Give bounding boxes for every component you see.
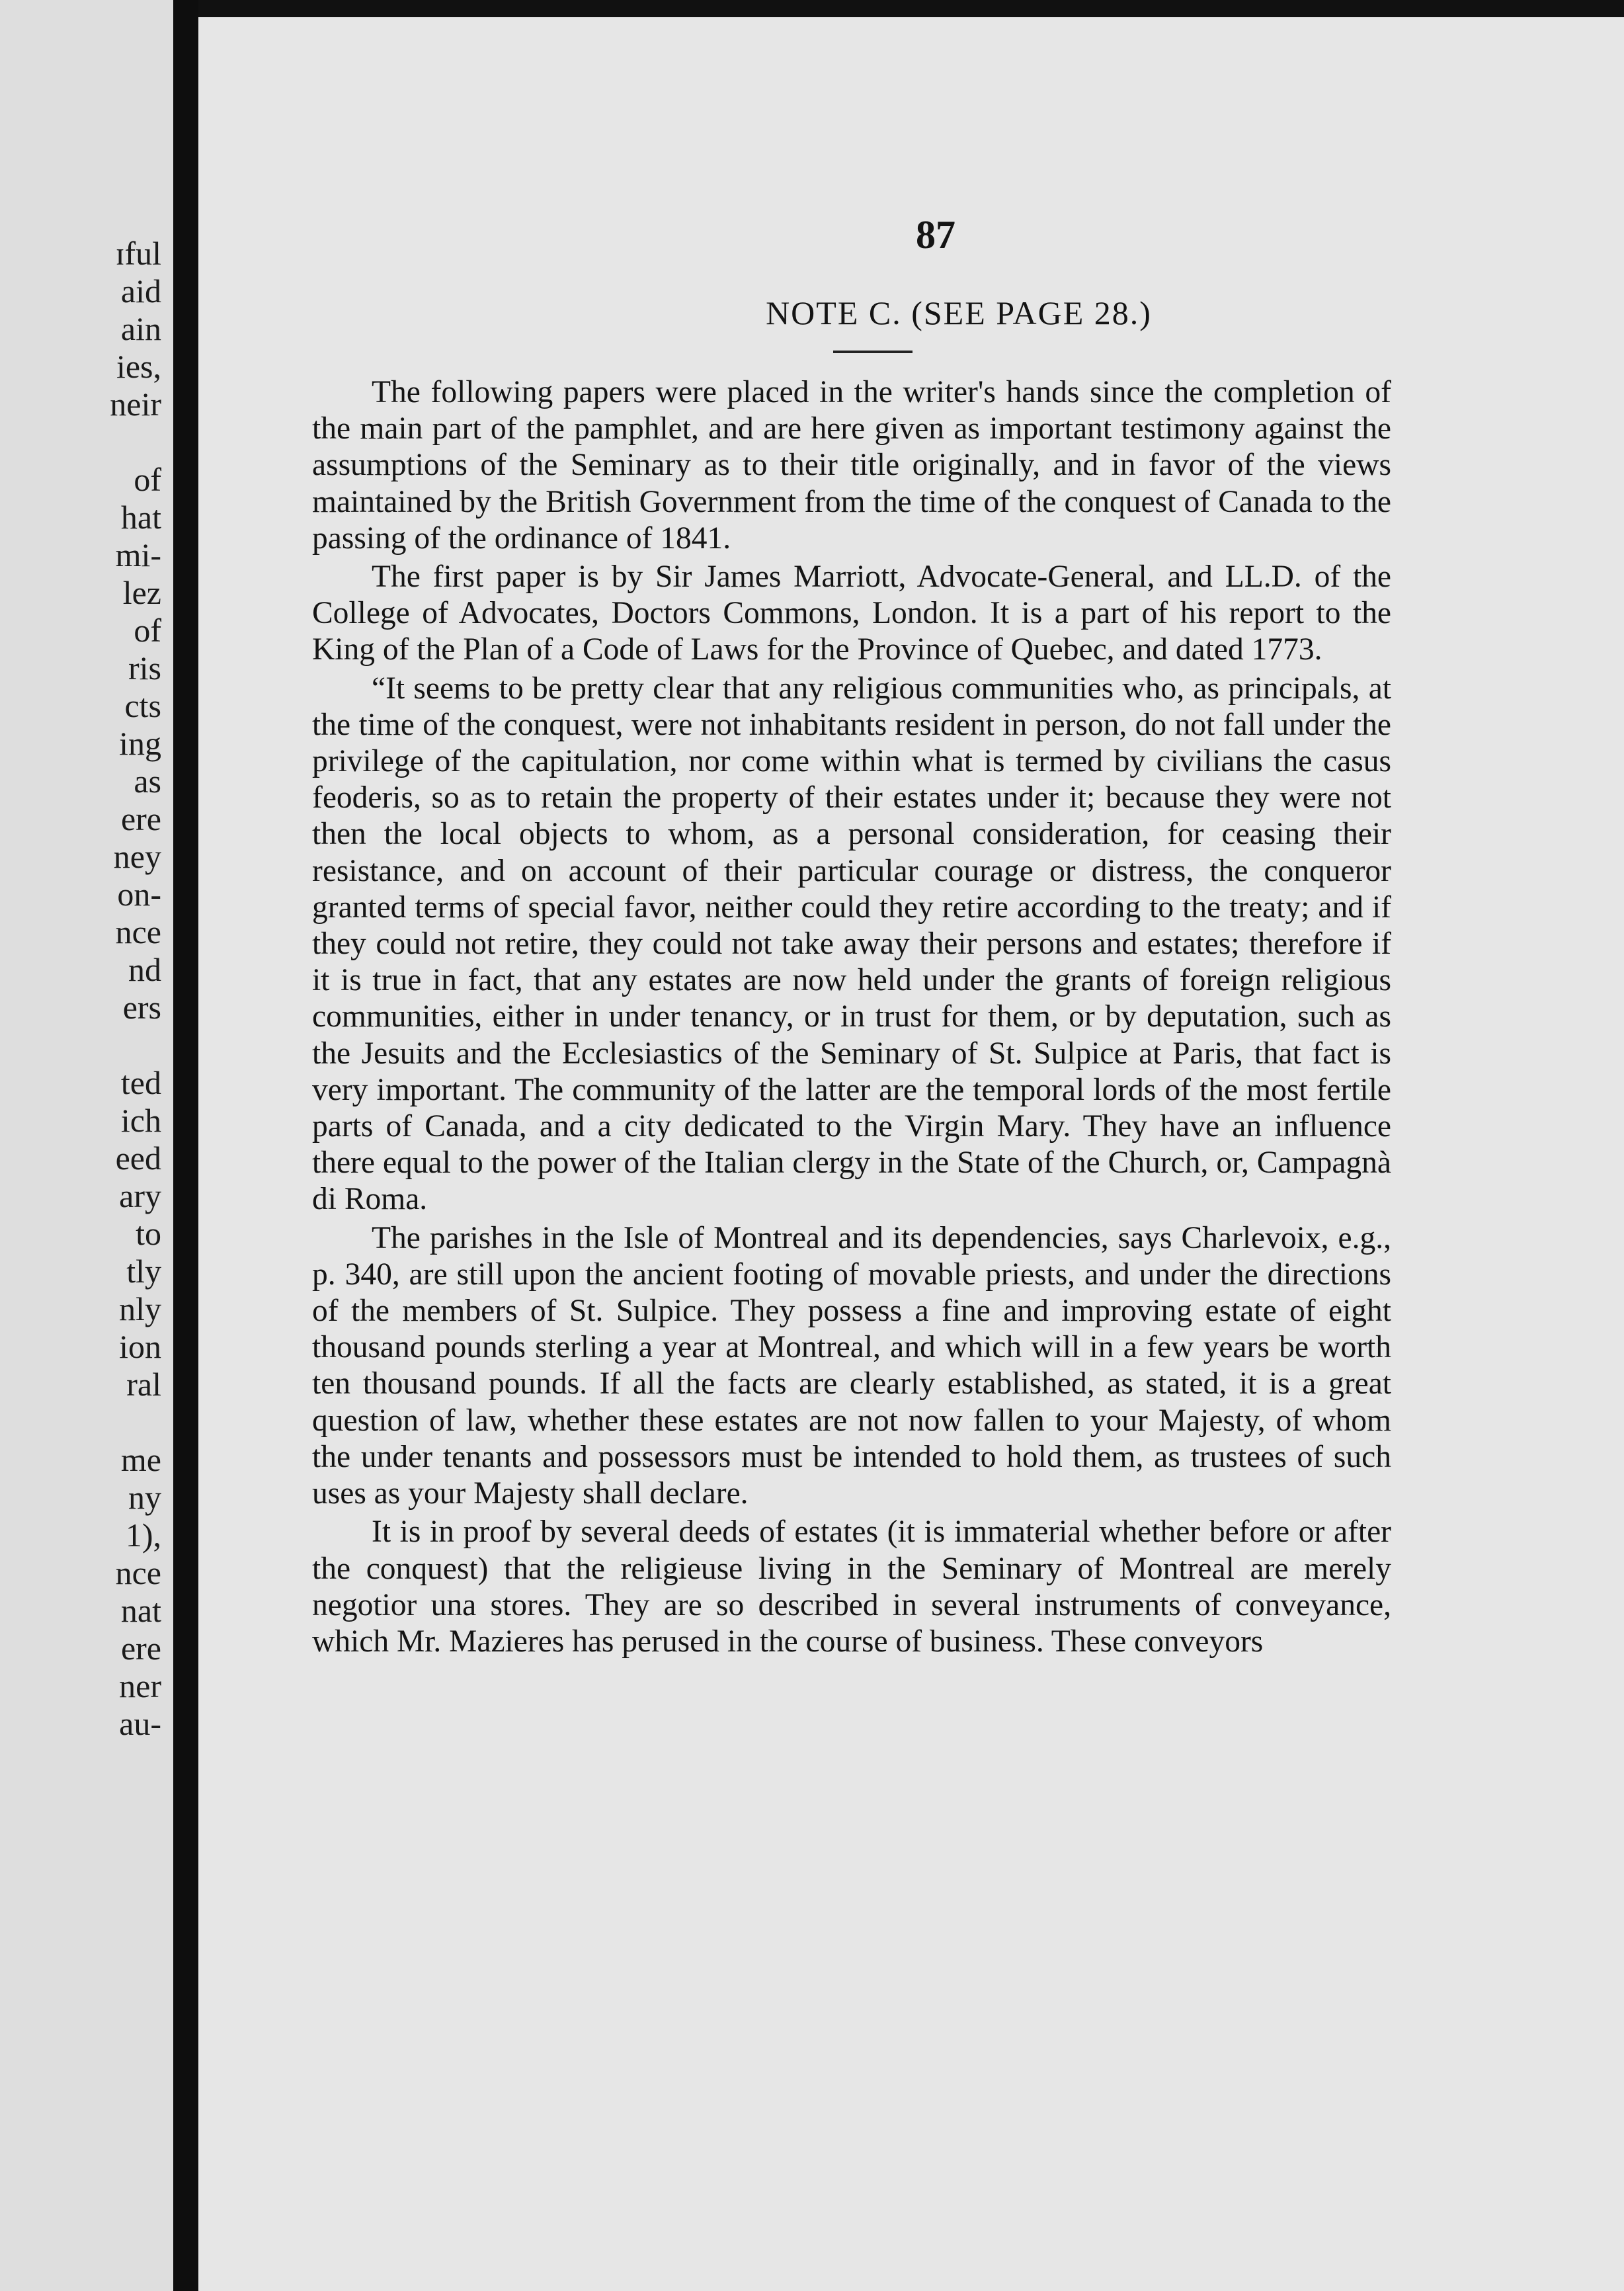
- previous-page-line: nd: [128, 951, 161, 988]
- previous-page-line: ny: [128, 1479, 161, 1516]
- previous-page-edge: [0, 0, 173, 2291]
- previous-page-line: me: [120, 1441, 161, 1478]
- previous-page-line: ers: [122, 989, 161, 1026]
- previous-page-text: [110, 235, 161, 1743]
- previous-page-line: tly: [126, 1253, 161, 1290]
- previous-page-line: ich: [120, 1102, 161, 1139]
- previous-page-line: ney: [113, 838, 161, 875]
- note-title: NOTE C. (SEE PAGE 28.): [766, 294, 1152, 331]
- previous-page-line: ɪful: [115, 235, 161, 272]
- book-gutter: [173, 0, 198, 2291]
- previous-page-line: 1),: [125, 1517, 161, 1554]
- paragraph-intro: The following papers were placed in the writer's hands since the completion of the main part of the pamphlet, and are here given as important testimony against the assumptions of the Seminary as to their title originally, and in favor of the views maintained by the British Government from the time of the conquest of Canada to the passing of the ordinance of 1841.: [312, 375, 1391, 556]
- previous-page-line: au-: [119, 1705, 161, 1742]
- previous-page-line: ion: [119, 1328, 161, 1365]
- previous-page-line: to: [136, 1215, 161, 1252]
- previous-page-line: aid: [120, 272, 161, 310]
- page-number: 87: [916, 213, 955, 257]
- paragraph-quotation: “It seems to be pretty clear that any religious communities who, as principals, at the time of the conquest, were not inhabitants resident in person, do not fall under the privilege of the capitulation, nor come within what is termed by civilians the casus feoderis, so as to retain the property of their estates under it; because they were not then the local objects to whom, as a personal consideration, for ceasing their resistance, and on account of their particular courage or distress, the conqueror granted terms of special favor, neither could they retire according to the treaty; and if they could not retire, they could not take away their persons and estates; therefore if it is true in fact, that any estates are now held under the grants of foreign religious communities, either in under tenancy, or in trust for them, or by deputation, such as the Jesuits and the Ecclesiastics of the Seminary of St. Sulpice at Paris, that fact is very important. The community of the latter are the temporal lords of the most fertile parts of Canada, and a city dedicated to the Virgin Mary. They have an influence there equal to the power of the Italian clergy in the State of the Church, or, Campagnà di Roma.: [312, 671, 1391, 1217]
- previous-page-line: of: [134, 612, 161, 649]
- previous-page-line: nce: [115, 913, 161, 950]
- previous-page-line: on-: [117, 876, 161, 913]
- previous-page-line: [110, 423, 161, 461]
- previous-page-line: eed: [115, 1140, 161, 1177]
- title-rule: [833, 351, 913, 353]
- previous-page-line: lez: [122, 574, 161, 611]
- previous-page-line: ner: [119, 1667, 161, 1704]
- previous-page-line: hat: [120, 499, 161, 536]
- previous-page-line: ing: [119, 725, 161, 762]
- previous-page-line: ies,: [116, 348, 161, 385]
- previous-page-line: [110, 1403, 161, 1441]
- document-page: [198, 17, 1624, 2291]
- paragraph-first-paper: The first paper is by Sir James Marriott, Advocate-General, and LL.D. of the College of Advocates, Doctors Commons, London. It is a part of his report to the King of the Plan of a Code of Laws for the Province of Quebec, and dated 1773.: [312, 560, 1391, 667]
- previous-page-line: ris: [128, 649, 161, 687]
- previous-page-line: nat: [120, 1592, 161, 1629]
- previous-page-line: nly: [119, 1290, 161, 1327]
- previous-page-line: as: [134, 763, 161, 800]
- paragraph-parishes: The parishes in the Isle of Montreal and its dependencies, says Charlevoix, e.g., p. 340, are still upon the ancient footing of movable priests, and under the directions of the members of St. Sulpice. They possess a fine and improving estate of eight thousand pounds sterling a year at Montreal, and which will in a few years be worth ten thousand pounds. If all the facts are clearly established, as stated, it is a great question of law, whether these estates are not now fallen to your Majesty, of whom the under tenants and possessors must be intended to hold them, as trustees of such uses as your Majesty shall declare.: [312, 1220, 1391, 1511]
- body-text: [312, 374, 1391, 1660]
- paragraph-deeds: It is in proof by several deeds of estates (it is immaterial whether before or after the conquest) that the religieuse living in the Seminary of Montreal are merely negotior una stores. They are so described in several instruments of conveyance, which Mr. Mazieres has perused in the course of business. These conveyors: [312, 1515, 1391, 1659]
- previous-page-line: nce: [115, 1554, 161, 1591]
- previous-page-line: ted: [120, 1064, 161, 1101]
- previous-page-line: ral: [126, 1366, 161, 1403]
- previous-page-line: ain: [120, 310, 161, 347]
- previous-page-line: of: [134, 461, 161, 498]
- previous-page-line: cts: [124, 687, 161, 724]
- previous-page-line: neir: [110, 386, 161, 423]
- previous-page-line: ere: [120, 1630, 161, 1667]
- previous-page-line: mi-: [115, 536, 161, 573]
- previous-page-line: ary: [119, 1177, 161, 1214]
- previous-page-line: ere: [120, 800, 161, 837]
- previous-page-line: [110, 1026, 161, 1064]
